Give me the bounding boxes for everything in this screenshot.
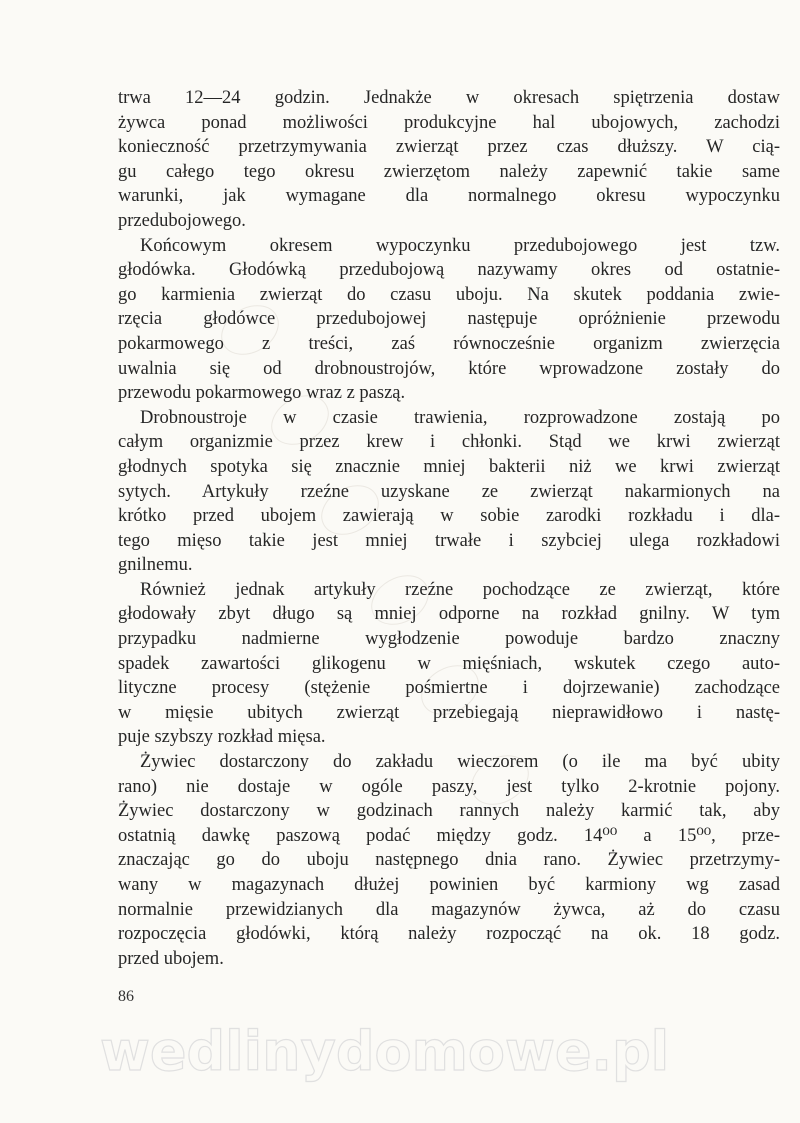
text-line: głodnych spotyka się znacznie mniej bakterii niż we krwi zwierząt: [118, 456, 780, 477]
text-line: rozpoczęcia głodówki, którą należy rozpocząć na ok. 18 godz.: [118, 924, 780, 945]
text-line: trwa 12—24 godzin. Jednakże w okresach spiętrzenia dostaw: [118, 88, 780, 108]
text-line: w mięsie ubitych zwierząt przebiegają nieprawidłowo i nastę-: [118, 702, 780, 723]
text-line: przewodu pokarmowego wraz z paszą.: [118, 383, 406, 404]
watermark-logo: wedlinydomowe.pl: [100, 1020, 670, 1083]
paragraph: [118, 86, 780, 234]
text-line: przedubojowego.: [118, 210, 246, 231]
text-line: uwalnia się od drobnoustrojów, które wprowadzone zostały do: [118, 358, 780, 379]
paragraph: [118, 406, 780, 578]
text-line: Żywiec dostarczony w godzinach rannych należy karmić tak, aby: [118, 801, 780, 822]
text-line: sytych. Artykuły rzeźne uzyskane ze zwierząt nakarmionych na: [118, 481, 780, 502]
text-line: wany w magazynach dłużej powinien być karmiony wg zasad: [118, 875, 780, 895]
text-line: głodówka. Głodówką przedubojową nazywamy okres od ostatnie-: [118, 260, 780, 281]
text-line: pokarmowego z treści, zaś równocześnie organizm zwierzęcia: [118, 333, 780, 354]
text-line: głodowały zbyt długo są mniej odporne na rozkład gnilny. W tym: [118, 604, 780, 625]
text-line: przed ubojem.: [118, 948, 224, 969]
text-line: Również jednak artykuły rzeźne pochodzące ze zwierząt, które: [140, 579, 780, 600]
text-line: rzęcia głodówce przedubojowej następuje opróżnienie przewodu: [118, 309, 780, 330]
text-line: go karmienia zwierząt do czasu uboju. Na skutek poddania zwie-: [118, 284, 780, 305]
text-line: gu całego tego okresu zwierzętom należy zapewnić takie same: [118, 161, 780, 182]
text-line: całym organizmie przez krew i chłonki. Stąd we krwi zwierząt: [118, 432, 780, 453]
text-line: warunki, jak wymagane dla normalnego okresu wypoczynku: [118, 186, 780, 207]
text-line: gnilnemu.: [118, 555, 193, 576]
text-line: znaczając go do uboju następnego dnia rano. Żywiec przetrzymy-: [118, 850, 780, 871]
paragraph: [118, 234, 780, 406]
text-line: żywca ponad możliwości produkcyjne hal ubojowych, zachodzi: [118, 112, 780, 133]
text-line: ostatnią dawkę paszową podać między godz. 14⁰⁰ a 15⁰⁰, prze-: [118, 825, 780, 846]
page-number: 86: [118, 988, 134, 1005]
paragraph: [118, 750, 780, 971]
text-line: puje szybszy rozkład mięsa.: [118, 727, 326, 748]
text-line: Końcowym okresem wypoczynku przedubojowego jest tzw.: [140, 235, 780, 256]
text-line: przypadku nadmierne wygłodzenie powoduje bardzo znaczny: [118, 629, 780, 650]
text-line: lityczne procesy (stężenie pośmiertne i dojrzewanie) zachodzące: [118, 678, 780, 699]
text-line: Żywiec dostarczony do zakładu wieczorem (o ile ma być ubity: [140, 752, 780, 773]
paragraph: [118, 578, 780, 750]
page-body: [118, 86, 780, 971]
text-line: Drobnoustroje w czasie trawienia, rozprowadzone zostają po: [140, 407, 780, 428]
text-line: tego mięso takie jest mniej trwałe i szybciej ulega rozkładowi: [118, 530, 780, 551]
text-line: rano) nie dostaje w ogóle paszy, jest tylko 2-krotnie pojony.: [118, 776, 780, 797]
text-line: normalnie przewidzianych dla magazynów żywca, aż do czasu: [118, 899, 780, 920]
text-line: spadek zawartości glikogenu w mięśniach, wskutek czego auto-: [118, 653, 780, 674]
text-line: konieczność przetrzymywania zwierząt przez czas dłuższy. W cią-: [118, 137, 780, 158]
text-line: krótko przed ubojem zawierają w sobie zarodki rozkładu i dla-: [118, 506, 780, 527]
